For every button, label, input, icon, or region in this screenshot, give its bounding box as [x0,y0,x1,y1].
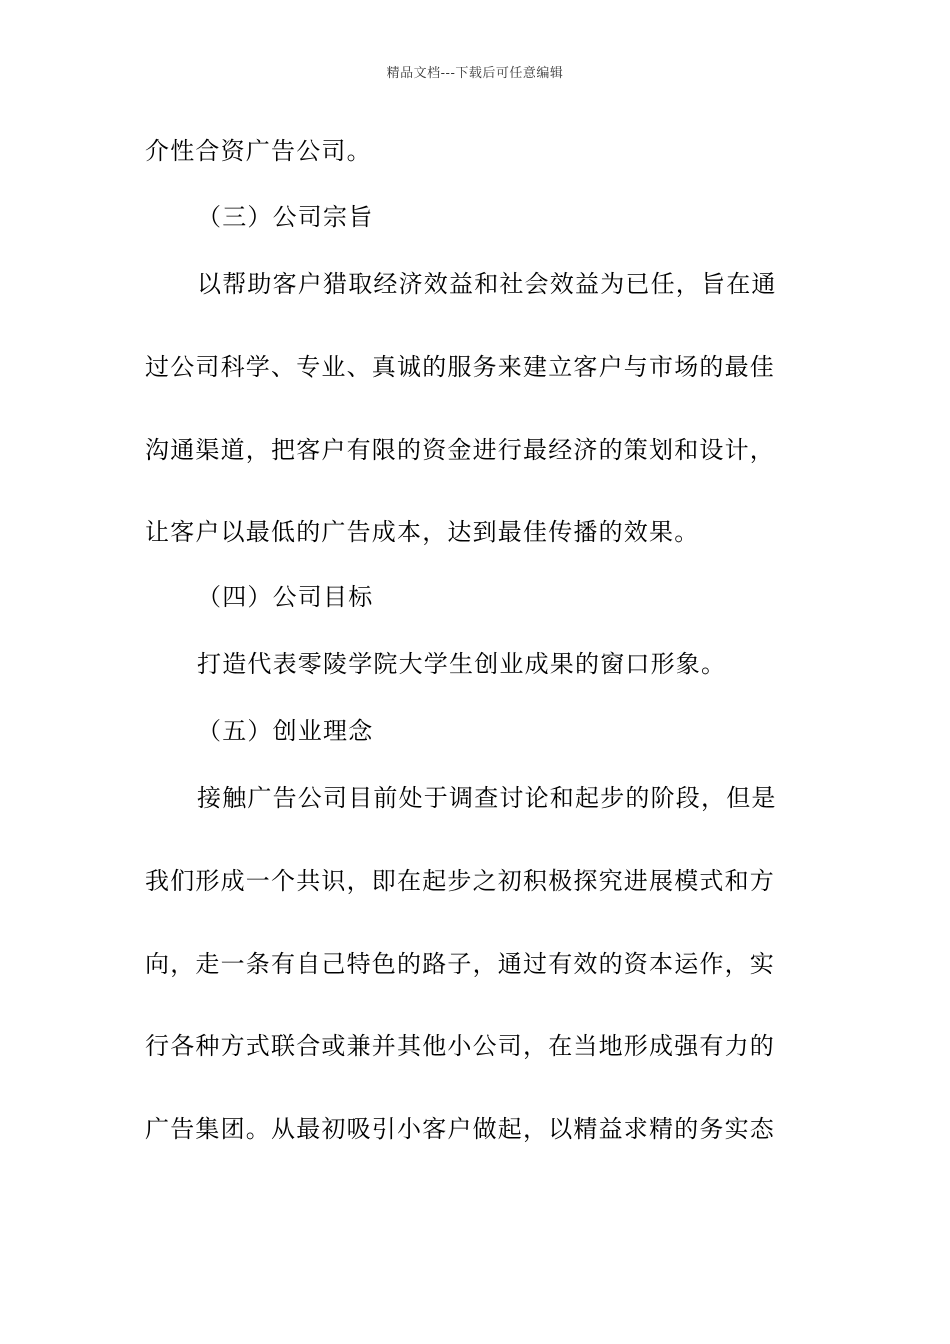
body-text-line: 向，走一条有自己特色的路子，通过有效的资本运作，实 [145,950,775,978]
body-text-line: 广告集团。从最初吸引小客户做起，以精益求精的务实态 [145,1115,775,1143]
body-text-line: 接触广告公司目前处于调查讨论和起步的阶段，但是 [197,784,777,812]
body-text-line: 介性合资广告公司。 [145,137,372,165]
body-text-line: 我们形成一个共识，即在起步之初积极探究进展模式和方 [145,867,775,895]
body-text-line: 打造代表零陵学院大学生创业成果的窗口形象。 [197,650,727,678]
body-text-line: 过公司科学、专业、真诚的服务来建立客户与市场的最佳 [145,353,775,381]
body-text-line: 沟通渠道，把客户有限的资金进行最经济的策划和设计， [145,436,775,464]
section-heading-purpose: （三）公司宗旨 [197,203,374,231]
body-text-line: 让客户以最低的广告成本，达到最佳传播的效果。 [145,518,700,546]
body-text-line: 行各种方式联合或兼并其他小公司，在当地形成强有力的 [145,1032,775,1060]
page-header: 精品文档---下载后可任意编辑 [386,66,564,81]
section-heading-philosophy: （五）创业理念 [197,717,374,745]
section-heading-goal: （四）公司目标 [197,583,374,611]
body-text-line: 以帮助客户猎取经济效益和社会效益为已任，旨在通 [197,270,777,298]
